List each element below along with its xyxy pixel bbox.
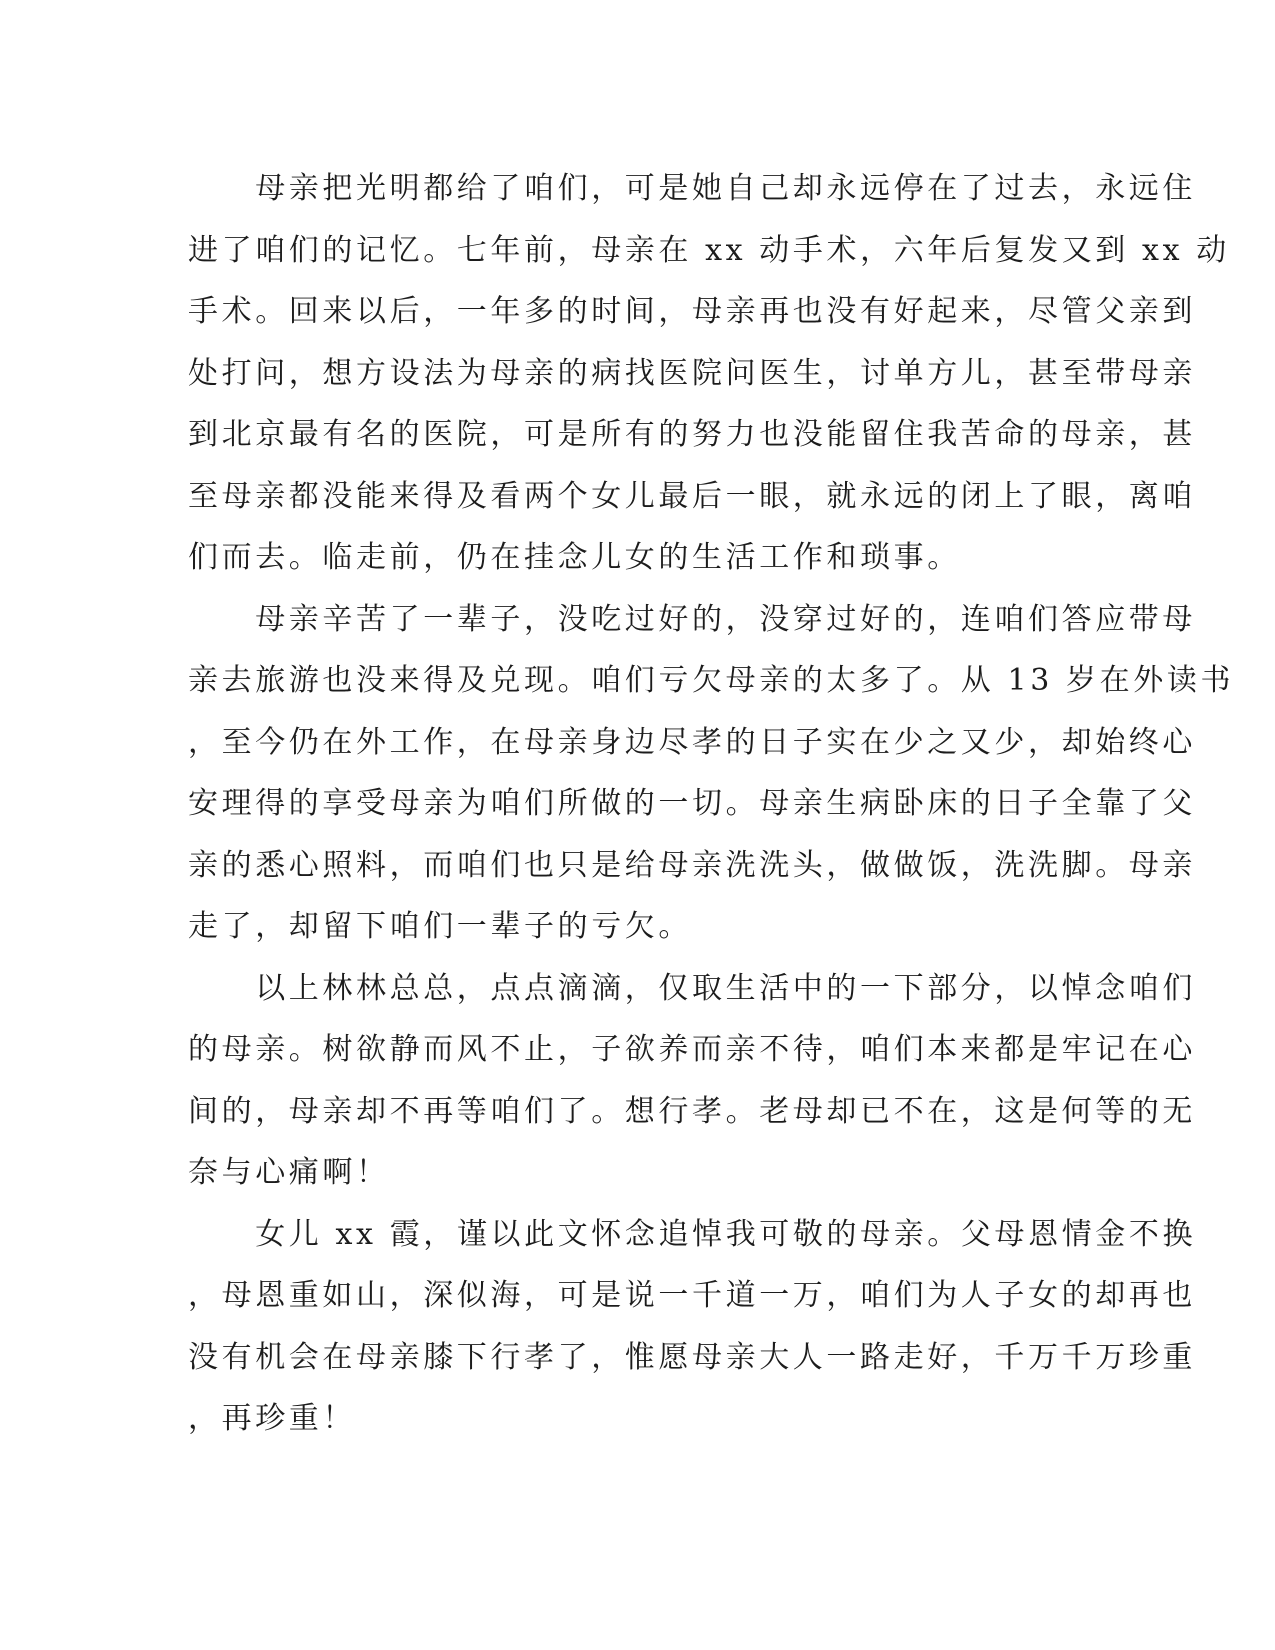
paragraph-1 bbox=[188, 158, 1230, 589]
text-line: 亲的悉心照料，而咱们也只是给母亲洗洗头，做做饭，洗洗脚。母亲 bbox=[188, 847, 1196, 883]
text-line: ，至今仍在外工作，在母亲身边尽孝的日子实在少之又少，却始终心 bbox=[188, 724, 1196, 760]
text-line: 走了，却留下咱们一辈子的亏欠。 bbox=[188, 909, 692, 944]
text-line: 安理得的享受母亲为咱们所做的一切。母亲生病卧床的日子全靠了父 bbox=[188, 786, 1196, 821]
paragraph-3 bbox=[188, 958, 1196, 1204]
text-line: 以上林林总总，点点滴滴，仅取生活中的一下部分，以悼念咱们 bbox=[188, 970, 1196, 1006]
text-line: 手术。回来以后，一年多的时间，母亲再也没有好起来，尽管父亲到 bbox=[188, 294, 1196, 329]
text-line: 女儿 xx 霞，谨以此文怀念追悼我可敬的母亲。父母恩情金不换 bbox=[188, 1216, 1197, 1252]
text-line: 到北京最有名的医院，可是所有的努力也没能留住我苦命的母亲，甚 bbox=[188, 417, 1196, 452]
text-line: 进了咱们的记忆。七年前，母亲在 xx 动手术，六年后复发又到 xx 动 bbox=[188, 232, 1230, 268]
text-line: ，再珍重！ bbox=[188, 1401, 356, 1436]
text-line: 们而去。临走前，仍在挂念儿女的生活工作和琐事。 bbox=[188, 540, 961, 575]
text-line: 亲去旅游也没来得及兑现。咱们亏欠母亲的太多了。从 13 岁在外读书 bbox=[188, 663, 1235, 698]
text-line: 处打问，想方设法为母亲的病找医院问医生，讨单方儿，甚至带母亲 bbox=[188, 355, 1196, 391]
text-line: 的母亲。树欲静而风不止，子欲养而亲不待，咱们本来都是牢记在心 bbox=[188, 1032, 1196, 1067]
text-line: 没有机会在母亲膝下行孝了，惟愿母亲大人一路走好，千万千万珍重 bbox=[188, 1339, 1196, 1375]
text-line: ，母恩重如山，深似海，可是说一千道一万，咱们为人子女的却再也 bbox=[188, 1278, 1196, 1313]
paragraph-2 bbox=[188, 589, 1235, 958]
paragraph-4 bbox=[188, 1204, 1197, 1450]
text-line: 至母亲都没能来得及看两个女儿最后一眼，就永远的闭上了眼，离咱 bbox=[188, 478, 1196, 514]
text-line: 间的，母亲却不再等咱们了。想行孝。老母却已不在，这是何等的无 bbox=[188, 1093, 1196, 1129]
text-line: 奈与心痛啊！ bbox=[188, 1155, 390, 1190]
text-line: 母亲辛苦了一辈子，没吃过好的，没穿过好的，连咱们答应带母 bbox=[188, 601, 1196, 637]
document-body bbox=[188, 158, 1235, 1450]
text-line: 母亲把光明都给了咱们，可是她自己却永远停在了过去，永远住 bbox=[188, 171, 1196, 206]
